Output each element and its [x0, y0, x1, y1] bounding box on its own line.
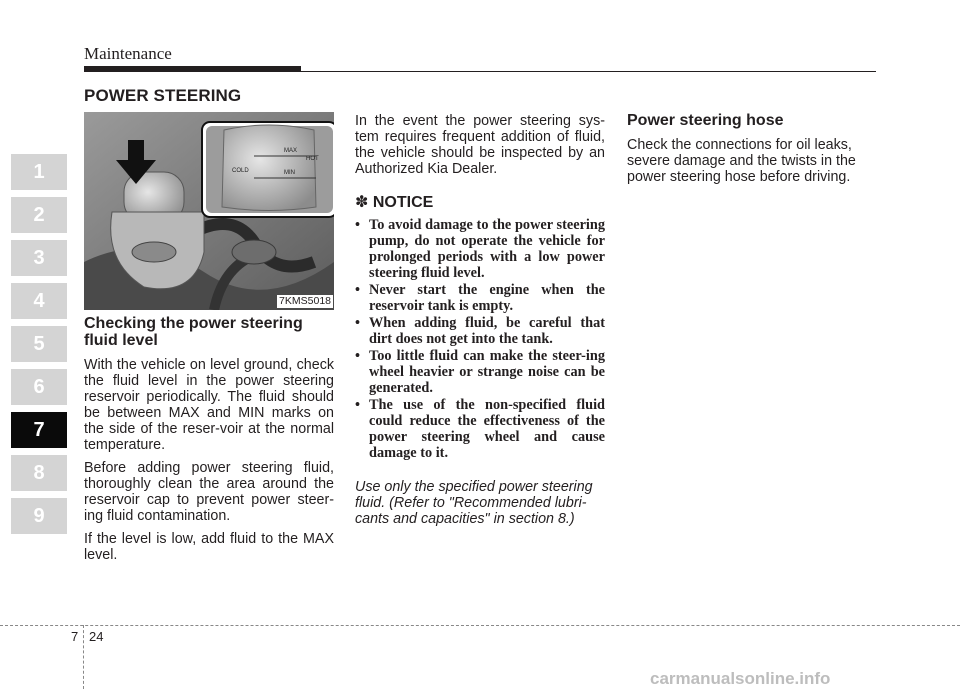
bullet-icon: • — [355, 397, 361, 413]
paragraph-hose-check: Check the connections for oil leaks, severe damage and the twists in the power steering hose before driving. — [627, 137, 856, 185]
notice-heading — [355, 195, 605, 211]
label-cold: COLD — [232, 168, 249, 174]
paragraph-check-level: With the vehicle on level ground, check the fluid level in the power steering reservoir periodically. The fluid should be between MAX and MIN marks on the side of the reser-voir at the normal temperature. — [84, 357, 334, 453]
bullet-icon: • — [355, 348, 361, 364]
notice-item: • The use of the non-specified fluid could reduce the effectiveness of the power steering wheel and cause damage to it. — [355, 397, 605, 461]
notice-item: • Too little fluid can make the steer-ing wheel heavier or strange noise can be generated. — [355, 348, 605, 396]
paragraph-inspection: In the event the power steering sys-tem requires frequent addition of fluid, the vehicle should be inspected by an Authorized Kia Dealer. — [355, 113, 605, 177]
column-middle — [355, 113, 605, 534]
chapter-tab-3[interactable]: 3 — [11, 240, 67, 276]
footer-divider — [0, 625, 960, 626]
label-min: MIN — [284, 170, 295, 176]
hose-heading: Power steering hose — [627, 112, 784, 129]
bullet-icon: • — [355, 315, 361, 331]
engine-bay-illustration — [84, 112, 334, 310]
footer-chapter-number: 7 — [71, 629, 79, 644]
column-right — [627, 112, 877, 192]
checking-fluid-heading: Checking the power steering fluid level — [84, 315, 303, 349]
chapter-tab-2[interactable]: 2 — [11, 197, 67, 233]
chapter-tab-6[interactable]: 6 — [11, 369, 67, 405]
header-bar-thick — [84, 66, 301, 72]
notice-icon: ✽ — [355, 194, 369, 211]
paragraph-clean-cap: Before adding power steering fluid, thoroughly clean the area around the reservoir cap to prevent power steer-ing fluid contamination. — [84, 460, 334, 524]
paragraph-add-fluid: If the level is low, add fluid to the MAX level. — [84, 531, 334, 563]
figure-code: 7KMS5018 — [279, 295, 331, 307]
notice-list — [355, 217, 605, 461]
label-max: MAX — [284, 148, 298, 154]
bullet-icon: • — [355, 217, 361, 233]
footer-vertical-divider — [83, 625, 84, 689]
label-hot: HOT — [306, 156, 319, 162]
notice-item: • Never start the engine when the reservoir tank is empty. — [355, 282, 605, 314]
column-left — [84, 315, 334, 570]
italic-note: Use only the specified power steering fluid. (Refer to "Recommended lubri-cants and capacities" in section 8.) — [355, 479, 593, 527]
notice-item: • When adding fluid, be careful that dirt does not get into the tank. — [355, 315, 605, 347]
chapter-tab-9[interactable]: 9 — [11, 498, 67, 534]
chapter-tab-8[interactable]: 8 — [11, 455, 67, 491]
chapter-tab-1[interactable]: 1 — [11, 154, 67, 190]
header-rule — [301, 71, 876, 72]
chapter-tabs — [11, 154, 67, 541]
chapter-tab-4[interactable]: 4 — [11, 283, 67, 319]
watermark: carmanualsonline.info — [650, 669, 831, 688]
notice-label: NOTICE — [372, 194, 434, 211]
page-header-title: Maintenance — [84, 44, 172, 63]
engine-bay-figure — [84, 112, 334, 310]
chapter-tab-7[interactable]: 7 — [11, 412, 67, 448]
section-title: POWER STEERING — [84, 86, 242, 105]
chapter-tab-5[interactable]: 5 — [11, 326, 67, 362]
notice-item: • To avoid damage to the power steering pump, do not operate the vehicle for prolonged periods with a low power steering fluid level. — [355, 217, 605, 281]
bullet-icon: • — [355, 282, 361, 298]
footer-page-number: 24 — [89, 629, 104, 644]
